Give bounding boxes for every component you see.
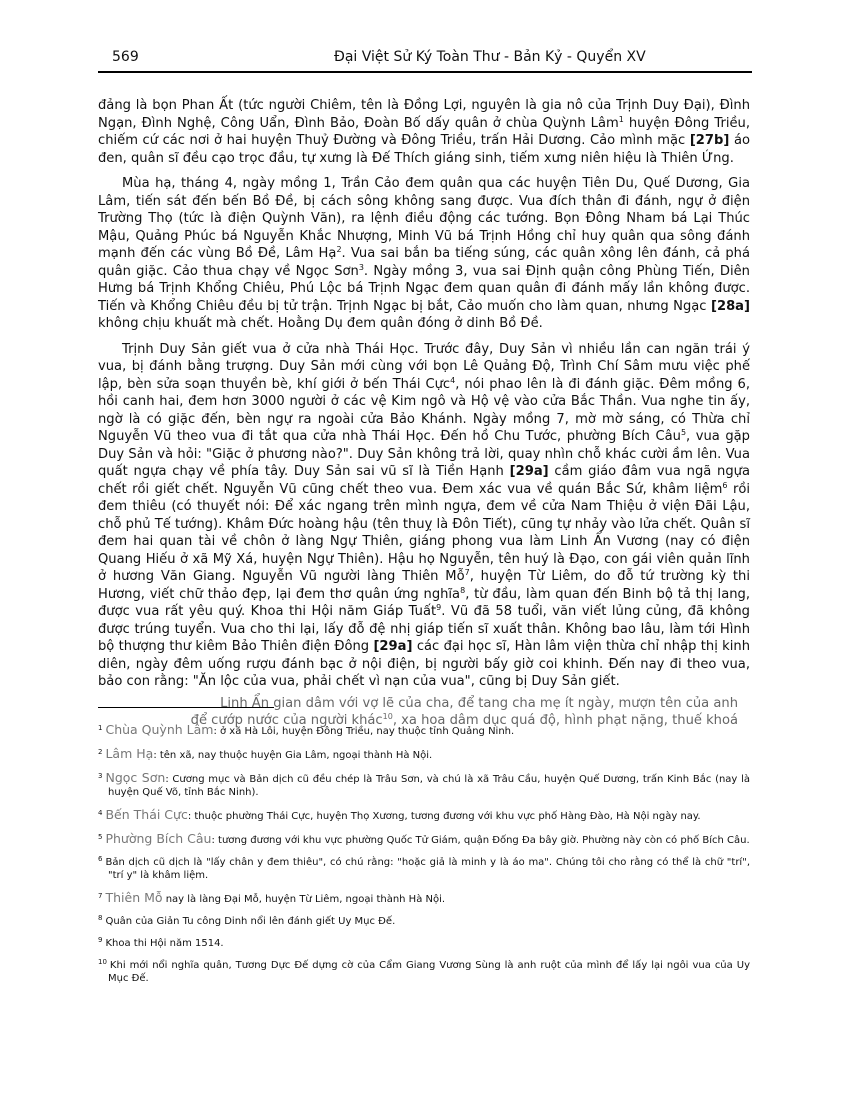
- footnote: [98, 915, 750, 928]
- paragraph-3: [98, 341, 750, 691]
- footnote: [98, 771, 750, 800]
- text-run: cầm giáo đâm vua ngã ngựa chết rồi giết chết. Nguyễn Vũ cũng chết theo vua. Đem xác vua về quán Bắc Sứ, khâm liệm: [98, 464, 750, 497]
- footnote-number: 5: [98, 833, 103, 842]
- footnote: [98, 723, 750, 738]
- footnote: [98, 856, 750, 883]
- footnote-text: Quân của Giản Tu công Dinh nổi lên đánh giết Uy Mục Đế.: [105, 916, 396, 928]
- footnote-text: : Cương mục và Bản dịch cũ đều chép là Trâu Sơn, và chú là xã Trâu Cầu, huyện Quế Dương, trấn Kinh Bắc (nay là huyện Quế Võ, tỉnh Bắc Ninh).: [108, 773, 750, 799]
- text-run: rồi đem thiêu (có thuyết nói: Để xác ngang trên mình ngựa, đem về cửa Nam Thiệu ở viện Đãi Lậu, chỗ phủ Tế tướng). Khâm Đức hoàng hậu (tên thuỵ là Đôn Tiết), cũng tự nhảy vào lửa chết. Quân sĩ đem hai quan tài về chôn ở làng Ngự Thiên, giáng phong vua làm Linh Ẩn Vương (nay có điện Quang Hiếu ở xã Mỹ Xá, huyện Ngự Thiên). Hậu họ Nguyễn, tên huý là Đạo, con gái viên quản lĩnh ở hương Văn Giang. Nguyễn Vũ người làng Thiên Mỗ: [98, 481, 750, 584]
- text-run: . Vua sai bắn ba tiếng súng, các quân xông lên đánh, cả phá quân giặc. Cảo thua chạy về Ngọc Sơn: [98, 246, 750, 279]
- footnote-term: Lâm Hạ: [105, 745, 154, 761]
- footnote: [98, 959, 750, 986]
- footnote-term: Thiên Mỗ: [105, 890, 163, 906]
- footnote-ref: 3: [358, 262, 364, 272]
- footnote-text: Bản dịch cũ dịch là "lấy chân y đem thiêu", có chú rằng: "hoặc giả là minh y là áo ma". Chúng tôi cho rằng có thể là chữ "trí", "trí y" là khâm liệm.: [105, 856, 750, 882]
- footnote-number: 2: [98, 747, 103, 756]
- footnote-text: Khi mới nổi nghĩa quân, Tương Dực Đế dựng cờ của Cẩm Giang Vương Sùng là anh ruột của mình để lấy lại ngôi vua của Uy Mục Đế.: [108, 959, 750, 985]
- footnote-ref: 2: [336, 245, 342, 254]
- footnote-number: 10: [98, 957, 107, 966]
- text-run: Mùa hạ, tháng 4, ngày mồng 1, Trần Cảo đem quân qua các huyện Tiên Du, Quế Dương, Gia Lâm, tiến sát đến bến Bồ Đề, bị cách sông không sang được. Vua đích thân đi đánh, ngự ở điện Trường Thọ (tức là điện Quỳnh Văn), ra lệnh điều động các tướng. Bọn Đông Nham bá Lại Thúc Mậu, Quảng Phúc bá Nguyễn Khắc Nhượng, Minh Vũ bá Trịnh Hồng chỉ huy quân qua sông đánh mạnh đến các vùng Bồ Đề, Lâm Hạ: [98, 176, 750, 261]
- footnote-ref: 5: [680, 428, 687, 437]
- main-text: [98, 97, 750, 730]
- page-marker: [29a]: [509, 464, 549, 479]
- footnote: [98, 808, 750, 823]
- running-title: Đại Việt Sử Ký Toàn Thư - Bản Kỷ - Quyển XV: [334, 49, 646, 65]
- text-run: áo đen, quân sĩ đều cạo trọc đầu, tự xưng là Đế Thích giáng sinh, tiếm xưng niên hiệu là Thiên Ứng.: [98, 133, 751, 166]
- footnote-term: Bến Thái Cực: [105, 807, 188, 823]
- footnote-term: Ngọc Sơn: [105, 769, 166, 785]
- text-run: , huyện Từ Liêm, do đỗ tứ trường kỳ thi Hương, viết chữ thảo đẹp, lại đem thơ quân ứng nghĩa: [98, 569, 750, 602]
- footnote-text: : tên xã, nay thuộc huyện Gia Lâm, ngoại thành Hà Nội.: [153, 749, 433, 761]
- footnote-number: 8: [98, 914, 103, 923]
- text-run: Trịnh Duy Sản giết vua ở cửa nhà Thái Học. Trước đây, Duy Sản vì nhiều lần can ngăn trái ý vua, bị đánh bằng trượng. Duy Sản mới cùng với bọn Lê Quảng Độ, Trình Chí Sâm mưu việc phế lập, bèn sửa soạn thuyền bè, khí giới ở bến Thái Cực: [98, 341, 750, 392]
- footnote-text: : tương đương với khu vực phường Quốc Tử Giám, quận Đống Đa bây giờ. Phường này còn có phố Bích Câu.: [211, 835, 750, 847]
- text-run: , từ đầu, làm quan đến Binh bộ tả thị lang, được vua rất yêu quý. Khoa thi Hội năm Giáp Tuất: [98, 586, 750, 619]
- page-marker: [29a]: [373, 639, 413, 654]
- text-run: huyện Đông Triều, chiếm cứ các nơi ở hai huyện Thuỷ Đường và Đông Triều, trấn Hải Dương. Cảo mình mặc: [98, 115, 750, 148]
- footnote-text: : ở xã Hà Lôi, huyện Đông Triều, nay thuộc tỉnh Quảng Ninh.: [213, 726, 515, 737]
- footnote-ref: 9: [436, 603, 442, 612]
- paragraph-1: [98, 97, 750, 167]
- footnote-text: : thuộc phường Thái Cực, huyện Thọ Xương, tương đương với khu vực phố Hàng Đào, Hà Nội ngày nay.: [187, 811, 701, 823]
- footnote-number: 9: [98, 936, 103, 945]
- footnote-ref: 10: [382, 712, 393, 721]
- text-run: , xa hoa dâm dục quá độ, hình phạt nặng, thuế khoá: [392, 713, 738, 728]
- text-run: , vua gặp Duy Sản và hỏi: "Giặc ở phương nào?". Duy Sản không trả lời, quay nhìn chỗ khác cười ầm lên. Vua quất ngựa chạy về phía tây. Duy Sản sai vũ sĩ là Tiền Hạnh: [98, 429, 750, 479]
- footnote-ref: 4: [450, 375, 456, 385]
- footnote-number: 3: [98, 771, 103, 780]
- text-run: , nói phao lên là đi đánh giặc. Đêm mồng 6, hồi canh hai, đem hơn 3000 người ở các vệ Kim ngô và Hộ vệ vào cửa Bắc Thần. Vua nghe tin ấy, ngờ là có giặc đến, bèn ngự ra ngoài cửa Bảo Khánh. Ngày mồng 7, mờ mờ sáng, có Thừa chỉ Nguyễn Vũ theo vua đi tắt qua cửa nhà Thái Học. Đến hồ Chu Tước, phường Bích Câu: [98, 376, 750, 444]
- footnote-divider: [98, 707, 274, 708]
- footnote-ref: 8: [460, 585, 466, 595]
- footnote-number: 7: [98, 892, 103, 901]
- footnote: [98, 937, 750, 950]
- footnote-term: Chùa Quỳnh Lâm: [105, 722, 214, 737]
- paragraph-2: [98, 175, 750, 333]
- footnote-text: Khoa thi Hội năm 1514.: [105, 938, 224, 950]
- text-run: . Vũ đã 58 tuổi, văn viết lủng củng, đã không được trúng tuyển. Vua cho thi lại, lấy đỗ đệ nhị giáp tiến sĩ xuất thân. Không bao lâu, làm tới Hình bộ thượng thư kiêm Bảo Thiên điện Đông: [98, 604, 750, 654]
- page-number: 569: [112, 49, 139, 65]
- footnote-ref: 1: [618, 114, 624, 124]
- footnote-number: 4: [98, 809, 103, 818]
- footnote-ref: 7: [464, 568, 470, 577]
- page-header: [98, 47, 752, 73]
- footnote: [98, 832, 750, 847]
- text-run: đảng là bọn Phan Ất (tức người Chiêm, tên là Đồng Lợi, nguyên là gia nô của Trịnh Duy Đại), Đình Ngạn, Đình Nghệ, Công Uẩn, Đình Bảo, Đoàn Bố dấy quân ở chùa Quỳnh Lâm: [98, 98, 750, 131]
- page-marker: [27b]: [689, 133, 730, 148]
- text-run: để cướp nước của người khác: [190, 713, 383, 728]
- footnote-number: 6: [98, 854, 103, 863]
- commentary-line: Linh Ẩn gian dâm với vợ lẽ của cha, để tang cha mẹ ít ngày, mượn tên của anh: [220, 695, 738, 711]
- text-run: . Ngày mồng 3, vua sai Định quận công Phùng Tiến, Diên Hưng bá Trịnh Khổng Chiêu, Phú Lộc bá Trịnh Ngạc đem quan quân đi đánh mấy lần không được. Tiến và Khổng Chiêu đều bị tử trận. Trịnh Ngạc bị bắt, Cảo muốn cho làm quan, nhưng Ngạc: [98, 263, 750, 314]
- text-run: không chịu khuất mà chết. Hoằng Dụ đem quân đóng ở dinh Bồ Đề.: [98, 316, 543, 331]
- footnotes: [98, 723, 750, 994]
- footnote-term: Phường Bích Câu: [105, 831, 212, 847]
- text-run: các đại học sĩ, Hàn lâm viện thừa chỉ nhập thị kinh diên, ngày đêm uống rượu đánh bạc ở nội điện, bị người bấy giờ coi khinh. Đến nay đi theo vua, bảo con rằng: "Ăn lộc của vua, phải chết vì nạn của vua", cũng bị Duy Sản giết.: [98, 639, 750, 689]
- footnote: [98, 747, 750, 762]
- footnote-text: nay là làng Đại Mỗ, huyện Từ Liêm, ngoại thành Hà Nội.: [162, 894, 446, 906]
- footnote: [98, 891, 750, 906]
- footnote-ref: 6: [722, 480, 728, 490]
- footnote-number: 1: [98, 724, 103, 732]
- page-marker: [28a]: [710, 298, 750, 314]
